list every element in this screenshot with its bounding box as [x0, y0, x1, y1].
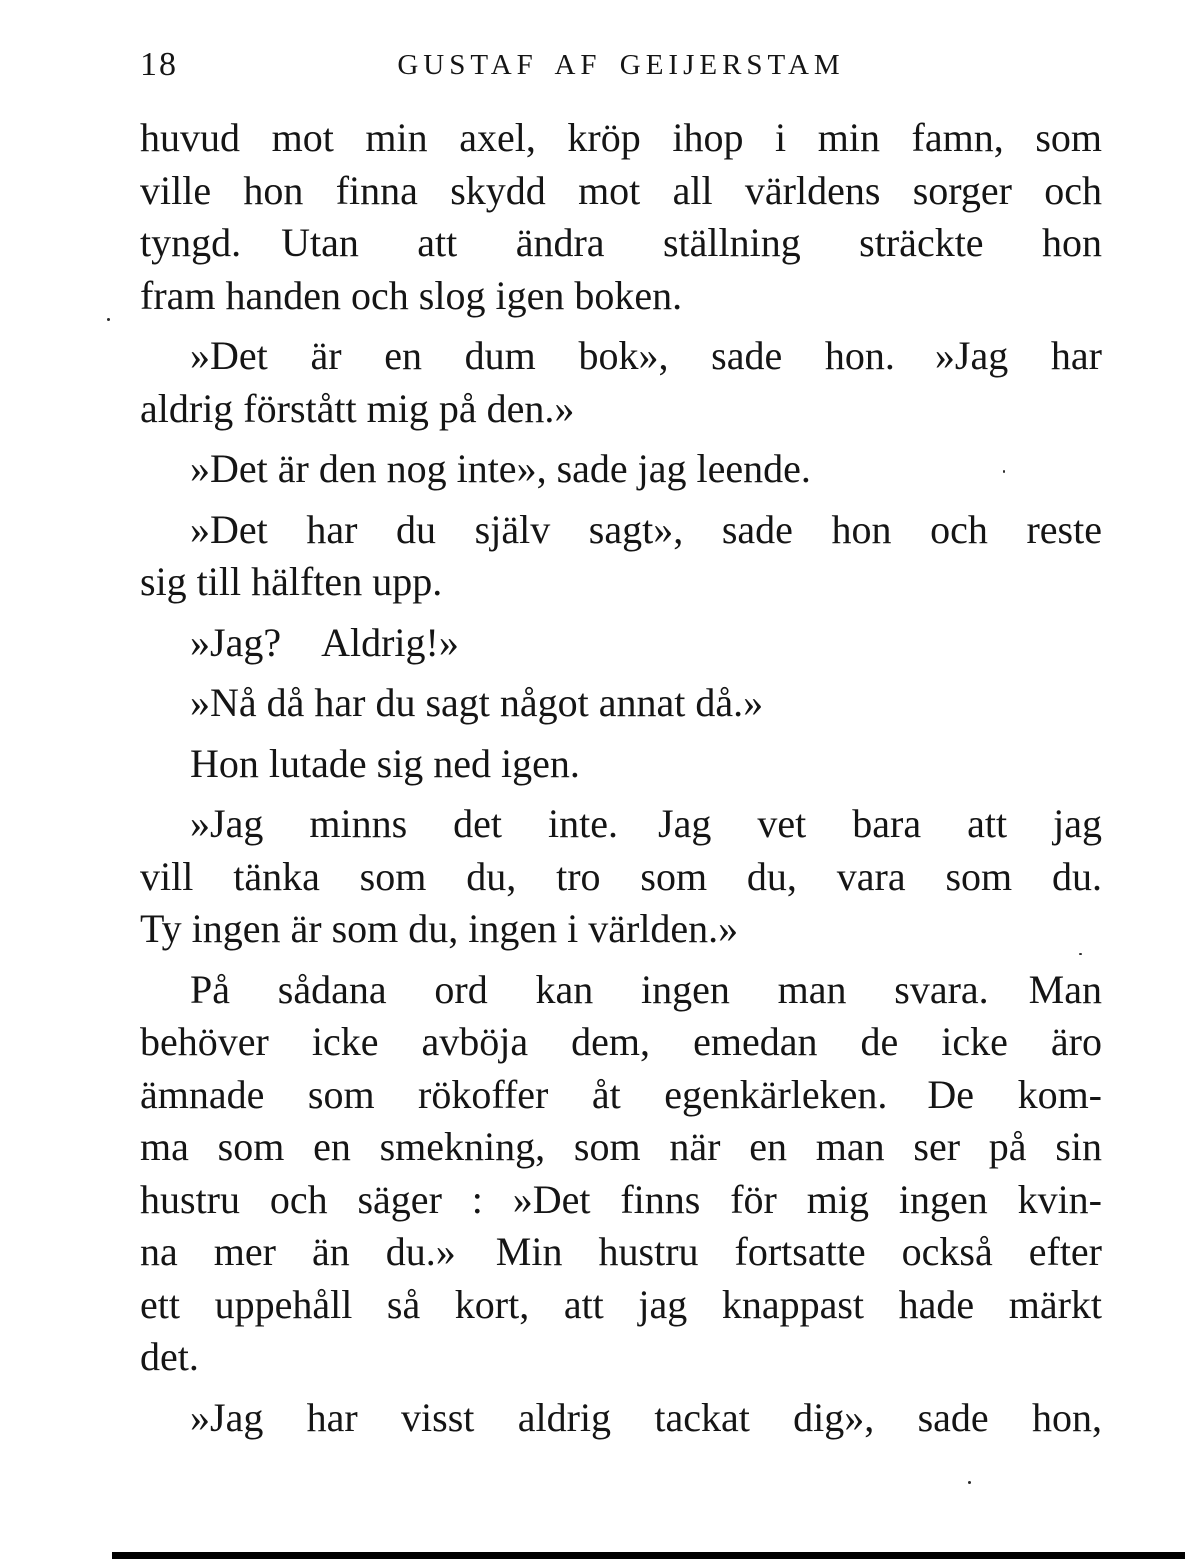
page-number: 18 [140, 46, 178, 83]
paragraph [140, 504, 1102, 609]
paragraph [140, 617, 1102, 670]
text-line: behöver icke avböja dem, emedan de icke äro [140, 1019, 1102, 1064]
text-line: det. [140, 1334, 199, 1379]
paragraph [140, 443, 1102, 496]
text-line: na mer än du.» Min hustru fortsatte också efter [140, 1229, 1102, 1274]
text-line: hustru och säger : »Det finns för mig ingen kvin- [140, 1176, 1102, 1222]
text-line: ma som en smekning, som när en man ser på sin [140, 1124, 1102, 1169]
paragraph [140, 677, 1102, 730]
text-line: Ty ingen är som du, ingen i världen.» [140, 906, 739, 951]
text-line: aldrig förstått mig på den.» [140, 385, 575, 431]
scan-speck [1079, 953, 1082, 955]
text-line: vill tänka som du, tro som du, vara som du. [140, 853, 1102, 899]
scan-speck [107, 318, 110, 321]
running-header: GUSTAF AF GEIJERSTAM [397, 49, 845, 81]
text-line: »Jag minns det inte. Jag vet bara att jag [190, 801, 1102, 846]
text-line: »Det är den nog inte», sade jag leende. [190, 446, 811, 491]
text-line: »Jag har visst aldrig tackat dig», sade hon, [190, 1394, 1102, 1440]
paragraph [140, 112, 1102, 322]
text-line: »Det har du själv sagt», sade hon och reste [190, 506, 1102, 552]
scan-edge-artifact [112, 1552, 1185, 1559]
paragraph [140, 330, 1102, 435]
text-line: »Nå då har du sagt något annat då.» [190, 680, 764, 725]
text-line: ämnade som rökoffer åt egenkärleken. De kom- [140, 1071, 1102, 1117]
text-line: huvud mot min axel, kröp ihop i min famn, som [140, 115, 1102, 160]
paragraph [140, 1392, 1102, 1445]
text-line: »Jag? Aldrig!» [190, 619, 459, 665]
text-line: »Det är en dum bok», sade hon. »Jag har [190, 333, 1102, 378]
text-line: På sådana ord kan ingen man svara. Man [190, 966, 1102, 1012]
paragraph [140, 798, 1102, 956]
text-line: ett uppehåll så kort, att jag knappast hade märkt [140, 1281, 1102, 1327]
page-header [140, 44, 1102, 84]
text-line: Hon lutade sig ned igen. [190, 740, 580, 786]
text-line: sig till hälften upp. [140, 559, 443, 604]
text-line: fram handen och slog igen boken. [140, 272, 683, 318]
text-body [140, 112, 1102, 1444]
text-line: ville hon finna skydd mot all världens sorger och [140, 167, 1102, 213]
paragraph [140, 738, 1102, 791]
scan-speck [1003, 470, 1005, 473]
paragraph [140, 964, 1102, 1384]
scan-speck [968, 1481, 971, 1484]
text-line: tyngd. Utan att ändra ställning sträckte hon [140, 220, 1102, 265]
